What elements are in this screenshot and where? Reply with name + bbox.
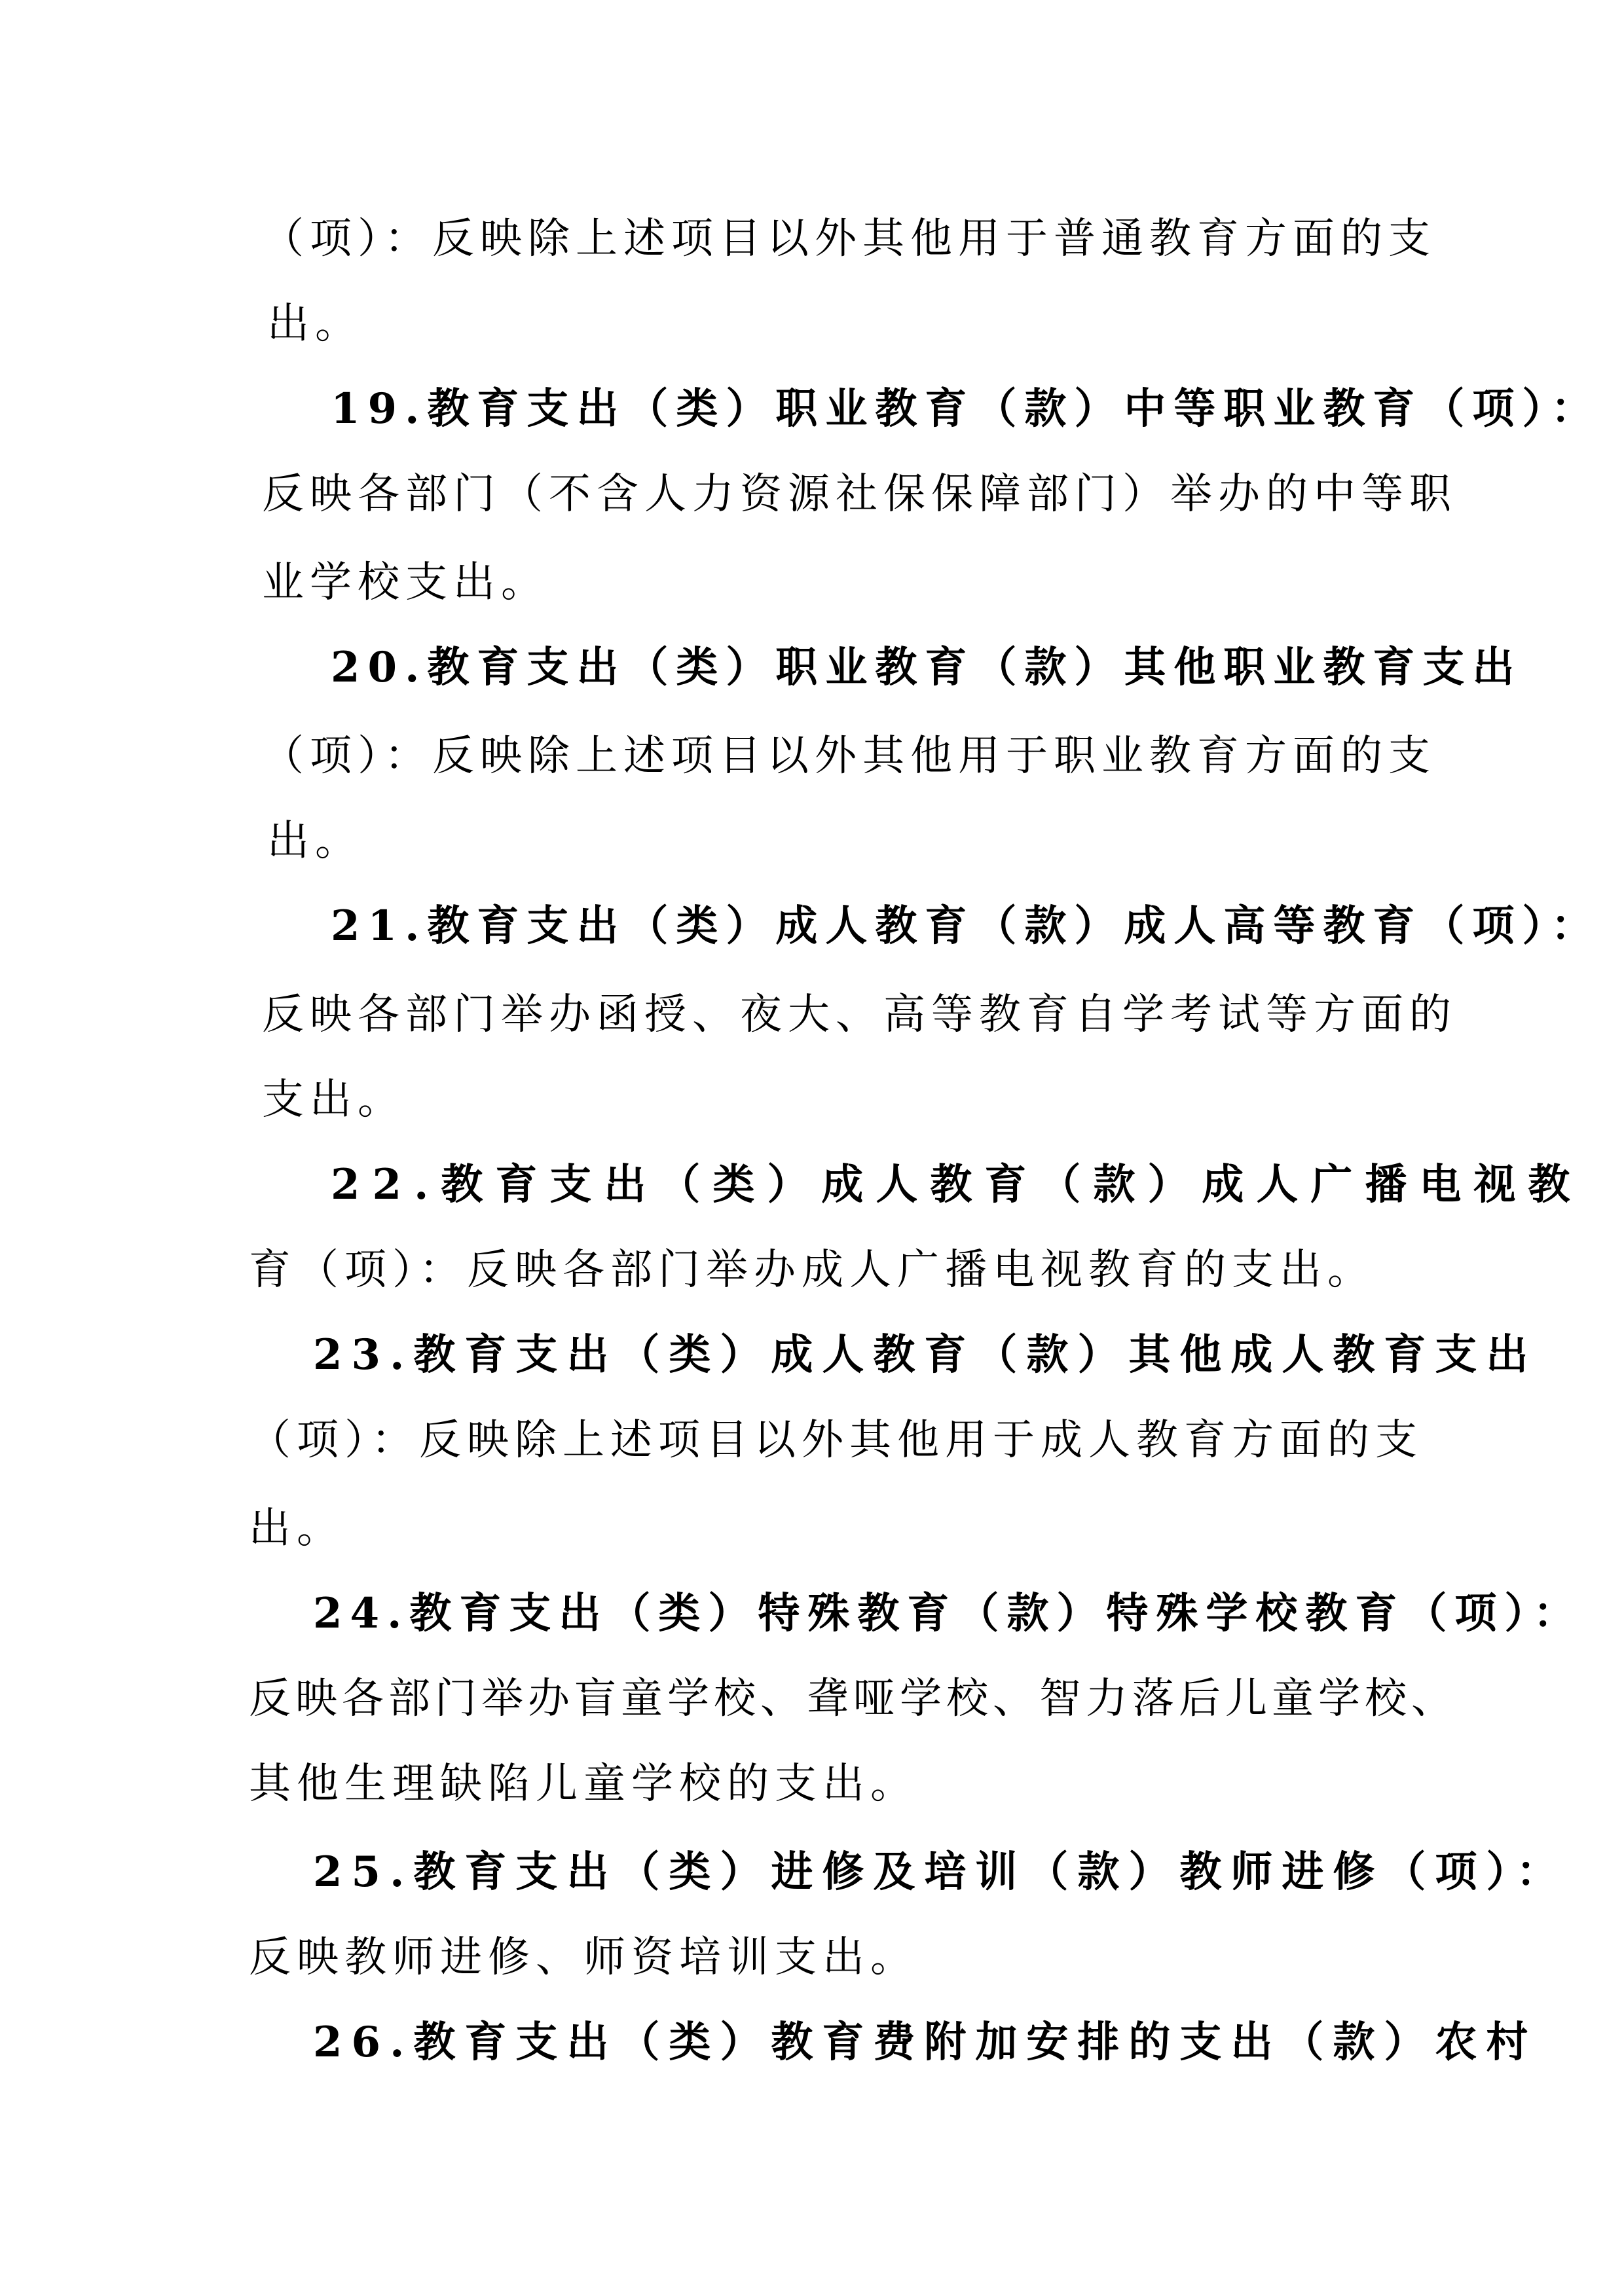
item-heading-25: 25.教育支出（类）进修及培训（款）教师进修（项）： xyxy=(313,1848,1568,1897)
text-line: 出。 xyxy=(267,300,363,348)
item-heading-26: 26.教育支出（类）教育费附加安排的支出（款）农村 xyxy=(313,2018,1538,2067)
text-line: 其他生理缺陷儿童学校的支出。 xyxy=(249,1760,918,1808)
text-line: 反映教师进修、师资培训支出。 xyxy=(249,1933,918,1982)
item-heading-22: 22.教育支出（类）成人教育（款）成人广播电视教 xyxy=(331,1160,1583,1209)
text-line: 业学校支出。 xyxy=(262,558,549,607)
text-line: （项）：反映除上述项目以外其他用于职业教育方面的支 xyxy=(262,732,1436,780)
item-heading-19: 19.教育支出（类）职业教育（款）中等职业教育（项）： xyxy=(331,384,1601,433)
item-heading-21: 21.教育支出（类）成人教育（款）成人高等教育（项）： xyxy=(331,902,1601,951)
text-line: （项）：反映除上述项目以外其他用于普通教育方面的支 xyxy=(262,215,1436,263)
text-line: 反映各部门举办盲童学校、聋哑学校、智力落后儿童学校、 xyxy=(249,1675,1458,1723)
text-line: 支出。 xyxy=(262,1076,405,1124)
text-line: （项）：反映除上述项目以外其他用于成人教育方面的支 xyxy=(249,1416,1423,1465)
text-line: 出。 xyxy=(249,1504,344,1553)
text-line: 反映各部门举办函授、夜大、高等教育自学考试等方面的 xyxy=(262,991,1457,1039)
item-heading-20: 20.教育支出（类）职业教育（款）其他职业教育支出 xyxy=(331,643,1522,692)
text-line: 育（项）：反映各部门举办成人广播电视教育的支出。 xyxy=(249,1246,1375,1294)
text-line: 反映各部门（不含人力资源社保保障部门）举办的中等职 xyxy=(262,470,1457,519)
item-heading-24: 24.教育支出（类）特殊教育（款）特殊学校教育（项）： xyxy=(313,1589,1583,1638)
text-line: 出。 xyxy=(267,817,363,866)
item-heading-23: 23.教育支出（类）成人教育（款）其他成人教育支出 xyxy=(313,1330,1538,1379)
